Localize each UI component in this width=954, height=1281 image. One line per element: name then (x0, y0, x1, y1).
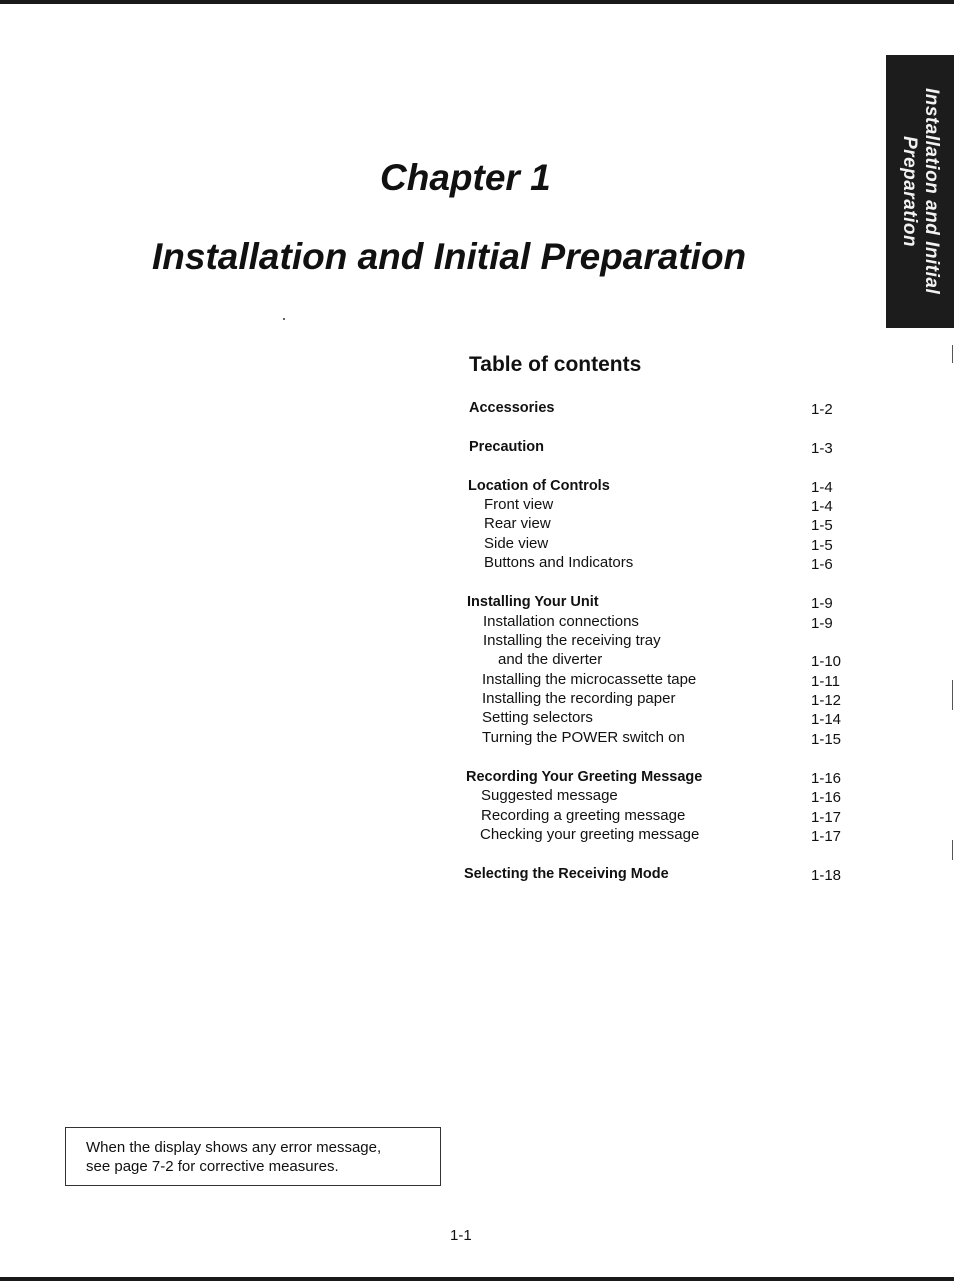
toc-entry (464, 553, 854, 573)
toc-entry (464, 495, 854, 515)
toc-entry (464, 514, 854, 534)
toc-entry-label: Side view (484, 535, 549, 552)
toc-entry-page: 1-10 (811, 653, 842, 670)
toc-entry-page: 1-9 (811, 615, 833, 632)
toc-entry-label: Installing the receiving tray (483, 632, 661, 649)
toc-entry (464, 437, 854, 457)
toc-entry-label: Installing Your Unit (467, 594, 599, 610)
toc-entry-page: 1-16 (811, 770, 842, 787)
toc-entry (464, 864, 854, 884)
toc-entry-label: Installation connections (483, 613, 639, 630)
toc-entry-label: Selecting the Receiving Mode (464, 866, 669, 882)
toc-entry-page: 1-3 (811, 440, 833, 457)
toc-entry-label: Location of Controls (468, 478, 610, 494)
toc-entry-label: Precaution (469, 439, 544, 455)
toc-entry (464, 534, 854, 554)
toc-entry-label: Rear view (484, 515, 551, 532)
toc-entry-label: Recording Your Greeting Message (466, 769, 703, 785)
toc-entry (464, 689, 854, 709)
toc-entry-label: Buttons and Indicators (484, 554, 634, 571)
scan-edge-mark (952, 680, 953, 710)
toc-entry-page: 1-17 (811, 809, 842, 826)
top-border-rule (0, 0, 954, 4)
side-tab-label: Installation and Initial Preparation (899, 88, 942, 295)
toc-entry-page: 1-11 (811, 673, 840, 690)
toc-entry-label: and the diverter (498, 651, 603, 668)
toc-entry-label: Setting selectors (482, 709, 593, 726)
error-note-box (65, 1127, 441, 1186)
toc-entry-page: 1-6 (811, 556, 833, 573)
toc-entry (464, 398, 854, 418)
toc-entry-page: 1-2 (811, 401, 833, 418)
chapter-label: Chapter 1 (380, 157, 551, 198)
toc-entry-page: 1-14 (811, 711, 842, 728)
toc-entry-page: 1-9 (811, 595, 833, 612)
toc-entry (464, 476, 854, 496)
toc-entry-page: 1-18 (811, 867, 842, 884)
chapter-title: Installation and Initial Preparation (152, 236, 747, 277)
toc-entry-page: 1-15 (811, 731, 842, 748)
toc-entry (464, 592, 854, 612)
bottom-border-rule (0, 1277, 954, 1281)
note-line: When the display shows any error message, (86, 1139, 382, 1156)
chapter-side-tab (886, 55, 954, 328)
print-speck (283, 318, 285, 320)
toc-entry-label: Checking your greeting message (480, 826, 700, 843)
toc-entry (464, 825, 854, 845)
toc-entry (464, 728, 854, 748)
scan-edge-mark (952, 345, 953, 363)
toc-entry (464, 708, 854, 728)
toc-entry (464, 786, 854, 806)
toc-entry-page: 1-5 (811, 537, 833, 554)
note-line: see page 7-2 for corrective measures. (86, 1158, 339, 1175)
toc-heading: Table of contents (469, 353, 642, 376)
toc-entry-label: Installing the microcassette tape (482, 671, 697, 688)
toc-entry (464, 650, 854, 670)
toc-entry-label: Front view (484, 496, 554, 513)
toc-entry (464, 631, 854, 651)
toc-entry-label: Recording a greeting message (481, 807, 686, 824)
toc-entry-label: Turning the POWER switch on (482, 729, 685, 746)
toc-entry-page: 1-17 (811, 828, 842, 845)
toc-entry-page: 1-4 (811, 498, 833, 515)
toc-entry (464, 767, 854, 787)
toc-entry-label: Installing the recording paper (482, 690, 676, 707)
page-number: 1-1 (450, 1227, 472, 1244)
scan-edge-mark (952, 840, 953, 860)
toc-entry (464, 806, 854, 826)
toc-entry (464, 612, 854, 632)
toc-entry-page: 1-5 (811, 517, 833, 534)
toc-entry (464, 670, 854, 690)
toc-entry-page: 1-16 (811, 789, 842, 806)
toc-entry-label: Suggested message (481, 787, 618, 804)
toc-entry-label: Accessories (469, 400, 555, 416)
toc-entry-page: 1-12 (811, 692, 842, 709)
toc-entry-page: 1-4 (811, 479, 833, 496)
